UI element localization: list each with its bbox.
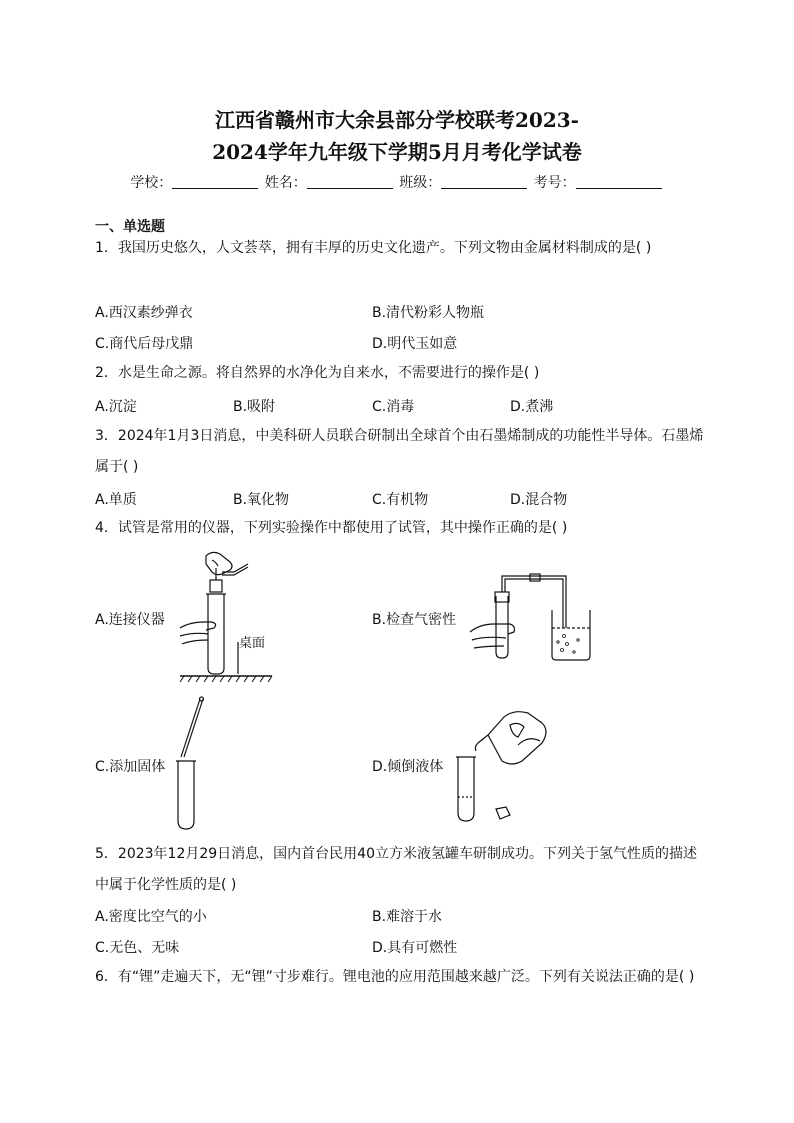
question-4: 4．试管是常用的仪器，下列实验操作中都使用了试管，其中操作正确的是( ) bbox=[95, 520, 568, 536]
section-heading: 一、单选题 bbox=[95, 219, 165, 235]
q3-option-d[interactable]: D.混合物 bbox=[510, 492, 568, 508]
exam-title-line1: 江西省赣州市大余县部分学校联考2023- bbox=[215, 108, 579, 132]
figure-d-pouring-liquid bbox=[448, 705, 558, 830]
question-1: 1．我国历史悠久，人文荟萃，拥有丰厚的历史文化遗产。下列文物由金属材料制成的是( ) bbox=[95, 240, 652, 256]
q5-option-a[interactable]: A.密度比空气的小 bbox=[95, 909, 207, 925]
q5-option-b[interactable]: B.难溶于水 bbox=[372, 909, 443, 925]
question-6: 6．有“锂”走遍天下，无“锂”寸步难行。锂电池的应用范围越来越广泛。下列有关说法正确的是( ) bbox=[95, 969, 695, 985]
q3-option-a[interactable]: A.单质 bbox=[95, 492, 137, 508]
q2-option-d[interactable]: D.煮沸 bbox=[510, 399, 554, 415]
exam-title-line2: 2024学年九年级下学期5月月考化学试卷 bbox=[212, 140, 582, 164]
question-2: 2．水是生命之源。将自然界的水净化为自来水，不需要进行的操作是( ) bbox=[95, 365, 540, 381]
q3-option-c[interactable]: C.有机物 bbox=[372, 492, 429, 508]
q1-option-d[interactable]: D.明代玉如意 bbox=[372, 336, 458, 352]
name-label: 姓名： bbox=[264, 175, 307, 191]
name-blank[interactable] bbox=[307, 174, 393, 189]
exam-no-label: 考号： bbox=[533, 175, 576, 191]
school-blank[interactable] bbox=[172, 174, 258, 189]
class-label: 班级： bbox=[399, 175, 442, 191]
q2-option-a[interactable]: A.沉淀 bbox=[95, 399, 137, 415]
exam-no-blank[interactable] bbox=[576, 174, 662, 189]
q4-option-c[interactable]: C.添加固体 bbox=[95, 759, 166, 775]
q5-option-c[interactable]: C.无色、无味 bbox=[95, 940, 180, 956]
q2-option-c[interactable]: C.消毒 bbox=[372, 399, 415, 415]
question-3: 3．2024年1月3日消息，中美科研人员联合研制出全球首个由石墨烯制成的功能性半导体。石墨烯属于( ) bbox=[95, 428, 704, 475]
class-blank[interactable] bbox=[441, 174, 527, 189]
question-5: 5．2023年12月29日消息，国内首台民用40立方米液氢罐车研制成功。下列关于氢气性质的描述中属于化学性质的是( ) bbox=[95, 846, 697, 893]
figure-c-adding-solid bbox=[170, 695, 210, 835]
q1-option-b[interactable]: B.清代粉彩人物瓶 bbox=[372, 305, 485, 321]
q3-option-b[interactable]: B.氧化物 bbox=[233, 492, 290, 508]
figure-b-airtightness-check bbox=[468, 570, 598, 665]
q4-option-d[interactable]: D.倾倒液体 bbox=[372, 759, 444, 775]
figure-a-connect-apparatus bbox=[176, 550, 276, 685]
student-info-row bbox=[0, 172, 794, 192]
q4-option-a[interactable]: A.连接仪器 bbox=[95, 612, 165, 628]
school-label: 学校： bbox=[130, 175, 173, 191]
desk-label: 桌面 bbox=[239, 636, 266, 651]
q4-option-b[interactable]: B.检查气密性 bbox=[372, 612, 457, 628]
q1-option-c[interactable]: C.商代后母戊鼎 bbox=[95, 336, 194, 352]
q2-option-b[interactable]: B.吸附 bbox=[233, 399, 276, 415]
q5-option-d[interactable]: D.具有可燃性 bbox=[372, 940, 458, 956]
q1-option-a[interactable]: A.西汉素纱弹衣 bbox=[95, 305, 193, 321]
